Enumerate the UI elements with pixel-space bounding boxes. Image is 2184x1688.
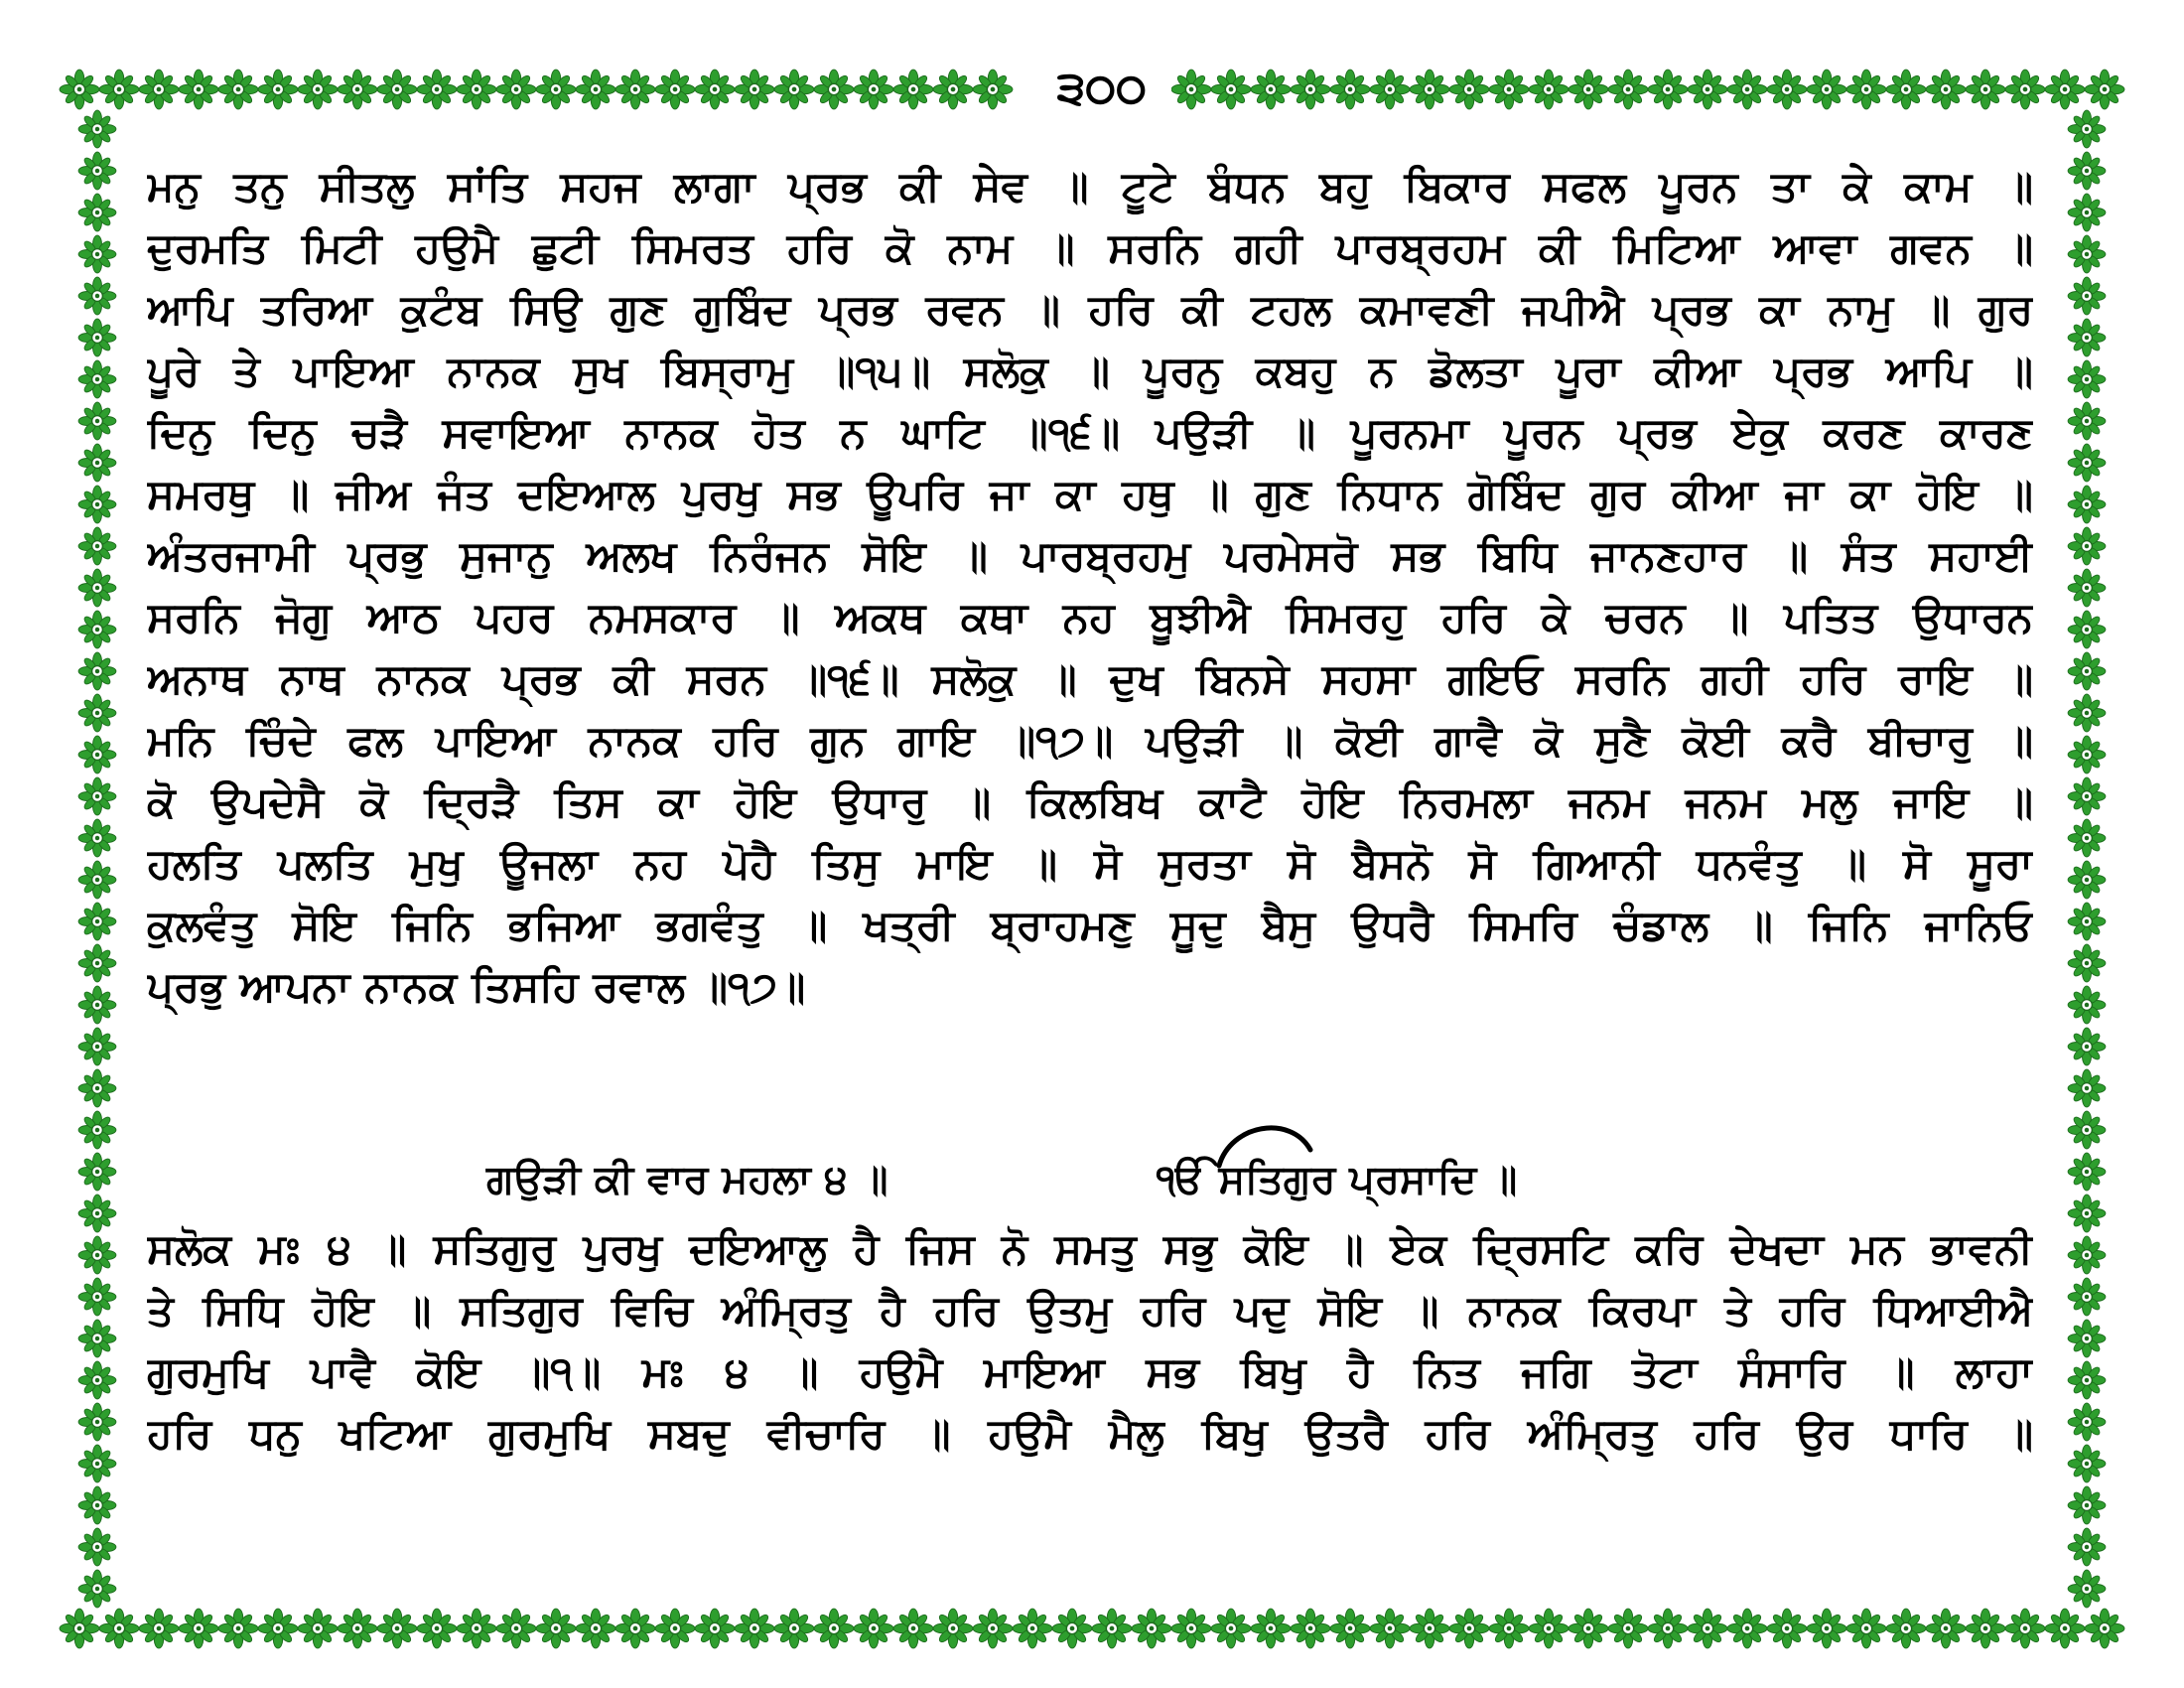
flower-icon — [1569, 70, 1608, 109]
text-line: ਅਨਾਥ ਨਾਥ ਨਾਨਕ ਪ੍ਰਭ ਕੀ ਸਰਨ ॥੧੬॥ ਸਲੋਕੁ ॥ ਦੁਖ ਬਿਨਸੇ ਸਹਸਾ ਗਇਓ ਸਰਨਿ ਗਹੀ ਹਰਿ ਰਾਇ ॥ — [147, 654, 2033, 703]
flower-icon — [2085, 1609, 2124, 1648]
flower-icon — [78, 152, 116, 190]
flower-icon — [78, 1028, 116, 1065]
text-line: ਮਨੁ ਤਨੁ ਸੀਤਲੁ ਸਾਂਤਿ ਸਹਜ ਲਾਗਾ ਪ੍ਰਭ ਕੀ ਸੇਵ ॥ ਟੂਟੇ ਬੰਧਨ ਬਹੁ ਬਿਕਾਰ ਸਫਲ ਪੂਰਨ ਤਾ ਕੇ ਕਾਮ ॥ — [147, 162, 2033, 211]
flower-icon — [78, 1320, 116, 1357]
flower-icon — [933, 70, 973, 109]
flower-icon — [2068, 1570, 2106, 1608]
flower-icon — [1251, 70, 1291, 109]
flower-icon — [1807, 70, 1846, 109]
flower-icon — [735, 70, 774, 109]
flower-icon — [1330, 70, 1370, 109]
flower-icon — [1688, 1609, 1727, 1648]
flower-icon — [1171, 1609, 1211, 1648]
flower-icon — [1330, 1609, 1370, 1648]
flower-icon — [338, 1609, 377, 1648]
flower-icon — [60, 1609, 99, 1648]
flower-icon — [1926, 1609, 1966, 1648]
flower-icon — [576, 70, 615, 109]
flower-icon — [78, 527, 116, 565]
flower-icon — [258, 1609, 298, 1648]
flower-icon — [2068, 1486, 2106, 1524]
flower-icon — [1410, 70, 1449, 109]
flower-icon — [2068, 1403, 2106, 1441]
flower-icon — [1807, 1609, 1846, 1648]
text-line: ਹਲਤਿ ਪਲਤਿ ਮੁਖੁ ਊਜਲਾ ਨਹ ਪੋਹੈ ਤਿਸੁ ਮਾਇ ॥ ਸੋ ਸੁਰਤਾ ਸੋ ਬੈਸਨੋ ਸੋ ਗਿਆਨੀ ਧਨਵੰਤੁ ॥ ਸੋ ਸੂਰਾ — [147, 839, 2033, 888]
flower-icon — [2068, 1278, 2106, 1316]
flower-icon — [298, 70, 338, 109]
flower-icon — [2068, 736, 2106, 774]
flower-icon — [2068, 110, 2106, 148]
flower-icon — [2068, 819, 2106, 857]
flower-icon — [1171, 70, 1211, 109]
flower-icon — [973, 70, 1013, 109]
flower-icon — [1449, 1609, 1489, 1648]
flower-icon — [377, 1609, 417, 1648]
flower-icon — [1727, 1609, 1767, 1648]
flower-icon — [2068, 1528, 2106, 1566]
text-line: ਸਰਨਿ ਜੋਗੁ ਆਠ ਪਹਰ ਨਮਸਕਾਰ ॥ ਅਕਥ ਕਥਾ ਨਹ ਬੂਝੀਐ ਸਿਮਰਹੁ ਹਰਿ ਕੇ ਚਰਨ ॥ ਪਤਿਤ ਉਧਾਰਨ — [147, 593, 2033, 641]
flower-icon — [576, 1609, 615, 1648]
flower-icon — [2068, 277, 2106, 315]
flower-icon — [2068, 152, 2106, 190]
flower-icon — [78, 1445, 116, 1482]
text-line: ਪੂਰੇ ਤੇ ਪਾਇਆ ਨਾਨਕ ਸੁਖ ਬਿਸ੍ਰਾਮੁ ॥੧੫॥ ਸਲੋਕੁ ॥ ਪੂਰਨੁ ਕਬਹੁ ਨ ਡੋਲਤਾ ਪੂਰਾ ਕੀਆ ਪ੍ਰਭ ਆਪਿ ॥ — [147, 347, 2033, 395]
flower-icon — [893, 1609, 933, 1648]
flower-icon — [78, 1069, 116, 1107]
flower-icon — [2068, 194, 2106, 231]
page-number: ੩੦੦ — [1032, 48, 1171, 127]
flower-icon — [1767, 1609, 1807, 1648]
flower-icon — [1489, 1609, 1529, 1648]
flower-icon — [1370, 1609, 1410, 1648]
flower-icon — [1132, 1609, 1171, 1648]
flower-icon — [1211, 1609, 1251, 1648]
flower-icon — [2068, 1028, 2106, 1065]
flower-icon — [655, 70, 695, 109]
flower-icon — [1251, 1609, 1291, 1648]
flower-icon — [258, 70, 298, 109]
flower-icon — [1052, 1609, 1092, 1648]
flower-icon — [78, 569, 116, 607]
flower-icon — [814, 1609, 854, 1648]
flower-icon — [78, 611, 116, 648]
flower-icon — [2068, 861, 2106, 899]
flower-icon — [139, 70, 179, 109]
flower-icon — [1410, 1609, 1449, 1648]
flower-icon — [78, 1361, 116, 1399]
flower-icon — [78, 861, 116, 899]
text-line: ਸਮਰਥੁ ॥ ਜੀਅ ਜੰਤ ਦਇਆਲ ਪੁਰਖੁ ਸਭ ਊਪਰਿ ਜਾ ਕਾ ਹਥੁ ॥ ਗੁਣ ਨਿਧਾਨ ਗੋਬਿੰਦ ਗੁਰ ਕੀਆ ਜਾ ਕਾ ਹੋਇ ॥ — [147, 470, 2033, 518]
flower-icon — [2068, 360, 2106, 398]
flower-icon — [1211, 70, 1251, 109]
flower-icon — [655, 1609, 695, 1648]
flower-icon — [179, 1609, 218, 1648]
flower-icon — [99, 70, 139, 109]
flower-icon — [78, 1111, 116, 1149]
flower-icon — [2068, 486, 2106, 523]
flower-icon — [2068, 611, 2106, 648]
flower-icon — [2068, 944, 2106, 982]
flower-icon — [78, 360, 116, 398]
text-line: ਦਿਨੁ ਦਿਨੁ ਚੜੈ ਸਵਾਇਆ ਨਾਨਕ ਹੋਤ ਨ ਘਾਟਿ ॥੧੬॥ ਪਉੜੀ ॥ ਪੂਰਨਮਾ ਪੂਰਨ ਪ੍ਰਭ ਏਕੁ ਕਰਣ ਕਾਰਣ — [147, 408, 2033, 457]
flower-icon — [2068, 652, 2106, 690]
flower-icon — [2068, 1445, 2106, 1482]
flower-icon — [2068, 319, 2106, 356]
flower-icon — [2068, 694, 2106, 732]
text-line: ਆਪਿ ਤਰਿਆ ਕੁਟੰਬ ਸਿਉ ਗੁਣ ਗੁਬਿੰਦ ਪ੍ਰਭ ਰਵਨ ॥ ਹਰਿ ਕੀ ਟਹਲ ਕਮਾਵਣੀ ਜਪੀਐ ਪ੍ਰਭ ਕਾ ਨਾਮੁ ॥ ਗੁਰ — [147, 285, 2033, 334]
flower-icon — [78, 319, 116, 356]
flower-icon — [1092, 1609, 1132, 1648]
flower-icon — [78, 1236, 116, 1274]
flower-icon — [933, 1609, 973, 1648]
flower-icon — [774, 70, 814, 109]
flower-icon — [78, 1486, 116, 1524]
flower-icon — [78, 486, 116, 523]
flower-icon — [1013, 1609, 1052, 1648]
flower-icon — [2068, 402, 2106, 440]
flower-icon — [78, 903, 116, 940]
flower-icon — [2068, 1111, 2106, 1149]
flower-icon — [2068, 569, 2106, 607]
flower-icon — [615, 1609, 655, 1648]
flower-icon — [774, 1609, 814, 1648]
flower-icon — [377, 70, 417, 109]
flower-icon — [78, 694, 116, 732]
text-line: ਕੋ ਉਪਦੇਸੈ ਕੋ ਦ੍ਰਿੜੈ ਤਿਸ ਕਾ ਹੋਇ ਉਧਾਰੁ ॥ ਕਿਲਬਿਖ ਕਾਟੈ ਹੋਇ ਨਿਰਮਲਾ ਜਨਮ ਜਨਮ ਮਲੁ ਜਾਇ ॥ — [147, 777, 2033, 826]
flower-icon — [536, 1609, 576, 1648]
flower-icon — [2068, 444, 2106, 482]
flower-icon — [457, 70, 496, 109]
flower-icon — [2045, 1609, 2085, 1648]
flower-icon — [78, 277, 116, 315]
flower-icon — [78, 652, 116, 690]
flower-icon — [1608, 70, 1648, 109]
flower-icon — [179, 70, 218, 109]
flower-icon — [78, 1195, 116, 1232]
flower-icon — [2068, 1236, 2106, 1274]
flower-icon — [218, 1609, 258, 1648]
section-heading: ਗਉੜੀ ਕੀ ਵਾਰ ਮਹਲਾ ੪ ॥ — [486, 1157, 888, 1202]
text-line: ਹਰਿ ਧਨੁ ਖਟਿਆ ਗੁਰਮੁਖਿ ਸਬਦੁ ਵੀਚਾਰਿ ॥ ਹਉਮੈ ਮੈਲੁ ਬਿਖੁ ਉਤਰੈ ਹਰਿ ਅੰਮ੍ਰਿਤੁ ਹਰਿ ਉਰ ਧਾਰਿ ॥ — [147, 1409, 2033, 1458]
flower-icon — [695, 70, 735, 109]
flower-icon — [457, 1609, 496, 1648]
flower-icon — [1926, 70, 1966, 109]
flower-icon — [78, 444, 116, 482]
flower-icon — [1291, 1609, 1330, 1648]
flower-icon — [218, 70, 258, 109]
flower-icon — [2068, 1069, 2106, 1107]
text-line: ਗੁਰਮੁਖਿ ਪਾਵੈ ਕੋਇ ॥੧॥ ਮਃ ੪ ॥ ਹਉਮੈ ਮਾਇਆ ਸਭ ਬਿਖੁ ਹੈ ਨਿਤ ਜਗਿ ਤੋਟਾ ਸੰਸਾਰਿ ॥ ਲਾਹਾ — [147, 1347, 2033, 1396]
flower-icon — [695, 1609, 735, 1648]
flower-icon — [78, 402, 116, 440]
flower-icon — [615, 70, 655, 109]
flower-icon — [1608, 1609, 1648, 1648]
flower-icon — [854, 70, 893, 109]
text-line: ਪ੍ਰਭੁ ਆਪਨਾ ਨਾਨਕ ਤਿਸਹਿ ਰਵਾਲ ॥੧੭॥ — [147, 962, 806, 1011]
flower-icon — [1449, 70, 1489, 109]
flower-icon — [2068, 903, 2106, 940]
flower-icon — [1966, 70, 2005, 109]
flower-icon — [338, 70, 377, 109]
flower-icon — [2068, 1195, 2106, 1232]
flower-icon — [78, 235, 116, 273]
flower-icon — [1688, 70, 1727, 109]
flower-icon — [78, 1278, 116, 1316]
text-line: ਅੰਤਰਜਾਮੀ ਪ੍ਰਭੁ ਸੁਜਾਨੁ ਅਲਖ ਨਿਰੰਜਨ ਸੋਇ ॥ ਪਾਰਬ੍ਰਹਮੁ ਪਰਮੇਸਰੋ ਸਭ ਬਿਧਿ ਜਾਨਣਹਾਰ ॥ ਸੰਤ ਸਹਾਈ — [147, 531, 2033, 580]
flower-icon — [2068, 777, 2106, 815]
flower-icon — [1648, 1609, 1688, 1648]
flower-icon — [298, 1609, 338, 1648]
flower-icon — [78, 110, 116, 148]
flower-icon — [1370, 70, 1410, 109]
mool-mantar-heading: ੴ ਸਤਿਗੁਰ ਪ੍ਰਸਾਦਿ ॥ — [1157, 1157, 1518, 1202]
flower-icon — [78, 944, 116, 982]
flower-icon — [417, 1609, 457, 1648]
flower-icon — [99, 1609, 139, 1648]
flower-icon — [2068, 235, 2106, 273]
flower-icon — [78, 777, 116, 815]
flower-icon — [1727, 70, 1767, 109]
flower-icon — [139, 1609, 179, 1648]
flower-icon — [78, 1153, 116, 1191]
flower-icon — [536, 70, 576, 109]
flower-icon — [1886, 70, 1926, 109]
flower-icon — [2068, 527, 2106, 565]
flower-icon — [496, 1609, 536, 1648]
flower-icon — [78, 1403, 116, 1441]
flower-icon — [2045, 70, 2085, 109]
flower-icon — [1529, 1609, 1569, 1648]
flower-icon — [78, 986, 116, 1024]
flower-icon — [1886, 1609, 1926, 1648]
flower-icon — [78, 1528, 116, 1566]
flower-icon — [1529, 70, 1569, 109]
flower-icon — [973, 1609, 1013, 1648]
flower-icon — [735, 1609, 774, 1648]
text-line: ਮਨਿ ਚਿੰਦੇ ਫਲ ਪਾਇਆ ਨਾਨਕ ਹਰਿ ਗੁਨ ਗਾਇ ॥੧੭॥ ਪਉੜੀ ॥ ਕੋਈ ਗਾਵੈ ਕੋ ਸੁਣੈ ਕੋਈ ਕਰੈ ਬੀਚਾਰੁ ॥ — [147, 716, 2033, 765]
flower-icon — [2005, 1609, 2045, 1648]
text-line: ਦੁਰਮਤਿ ਮਿਟੀ ਹਉਮੈ ਛੁਟੀ ਸਿਮਰਤ ਹਰਿ ਕੋ ਨਾਮ ॥ ਸਰਨਿ ਗਹੀ ਪਾਰਬ੍ਰਹਮ ਕੀ ਮਿਟਿਆ ਆਵਾ ਗਵਨ ॥ — [147, 223, 2033, 272]
flower-icon — [78, 194, 116, 231]
flower-icon — [2068, 1153, 2106, 1191]
flower-icon — [496, 70, 536, 109]
flower-icon — [1966, 1609, 2005, 1648]
flower-icon — [78, 736, 116, 774]
flower-icon — [417, 70, 457, 109]
flower-icon — [60, 70, 99, 109]
flower-icon — [1569, 1609, 1608, 1648]
flower-icon — [2005, 70, 2045, 109]
flower-icon — [1489, 70, 1529, 109]
flower-icon — [2085, 70, 2124, 109]
flower-icon — [1846, 1609, 1886, 1648]
scripture-text — [147, 159, 2033, 1529]
flower-icon — [1291, 70, 1330, 109]
flower-icon — [854, 1609, 893, 1648]
flower-icon — [2068, 986, 2106, 1024]
flower-icon — [814, 70, 854, 109]
text-line: ਕੁਲਵੰਤੁ ਸੋਇ ਜਿਨਿ ਭਜਿਆ ਭਗਵੰਤੁ ॥ ਖਤ੍ਰੀ ਬ੍ਰਾਹਮਣੁ ਸੂਦੁ ਬੈਸੁ ਉਧਰੈ ਸਿਮਰਿ ਚੰਡਾਲ ॥ ਜਿਨਿ ਜਾਨਿਓ — [147, 901, 2033, 949]
flower-icon — [2068, 1361, 2106, 1399]
flower-icon — [1767, 70, 1807, 109]
text-line: ਤੇ ਸਿਧਿ ਹੋਇ ॥ ਸਤਿਗੁਰ ਵਿਚਿ ਅੰਮ੍ਰਿਤੁ ਹੈ ਹਰਿ ਉਤਮੁ ਹਰਿ ਪਦੁ ਸੋਇ ॥ ਨਾਨਕ ਕਿਰਪਾ ਤੇ ਹਰਿ ਧਿਆਈਐ — [147, 1286, 2033, 1335]
flower-icon — [78, 1570, 116, 1608]
flower-icon — [78, 819, 116, 857]
flower-icon — [1846, 70, 1886, 109]
flower-icon — [893, 70, 933, 109]
text-line: ਸਲੋਕ ਮਃ ੪ ॥ ਸਤਿਗੁਰੁ ਪੁਰਖੁ ਦਇਆਲੁ ਹੈ ਜਿਸ ਨੋ ਸਮਤੁ ਸਭੁ ਕੋਇ ॥ ਏਕ ਦ੍ਰਿਸਟਿ ਕਰਿ ਦੇਖਦਾ ਮਨ ਭਾਵਨੀ — [147, 1224, 2033, 1273]
flower-icon — [2068, 1320, 2106, 1357]
flower-icon — [1648, 70, 1688, 109]
